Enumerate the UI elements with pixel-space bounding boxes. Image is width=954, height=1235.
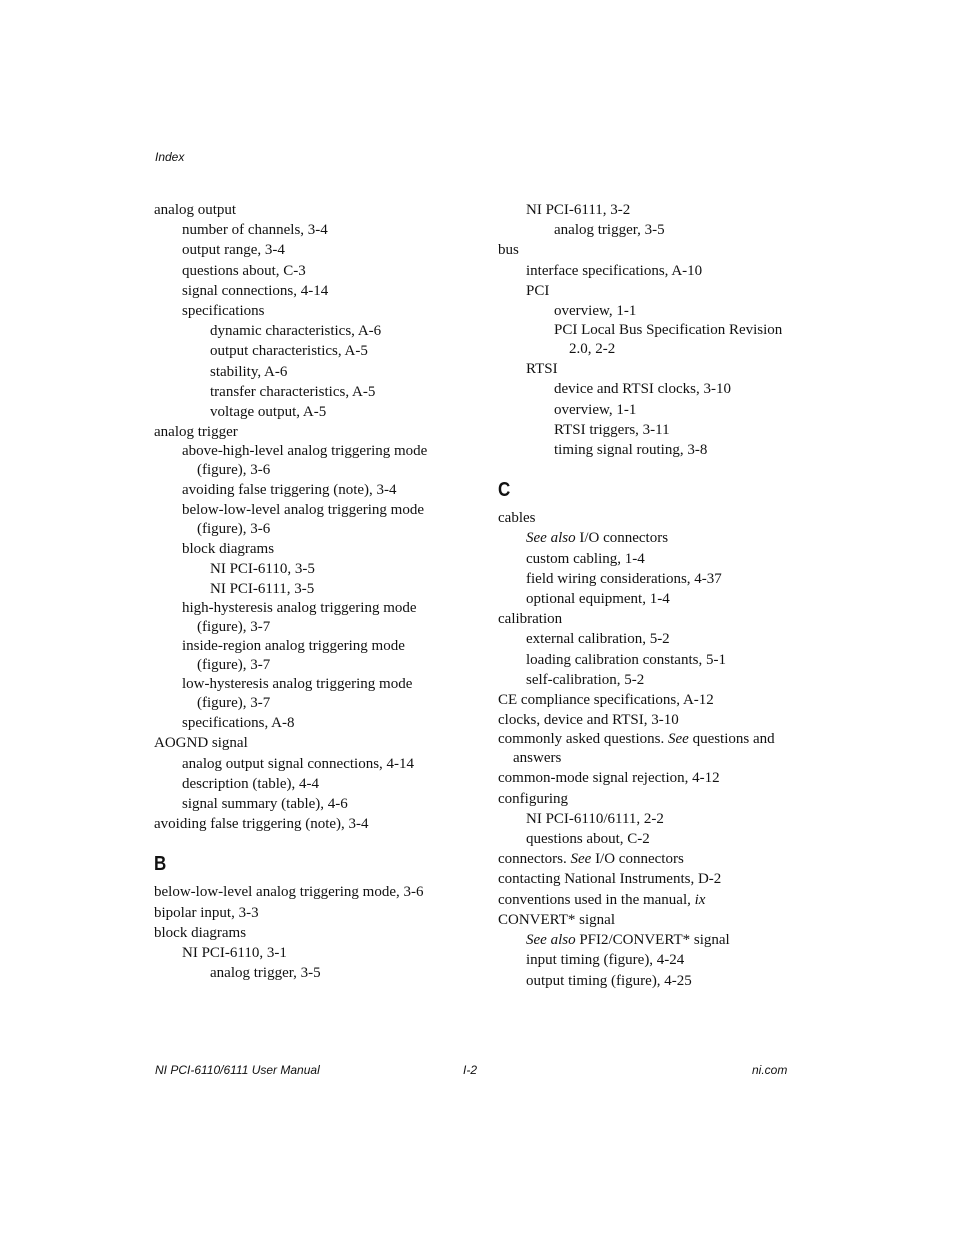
index-entry-level-2 bbox=[154, 220, 454, 240]
index-entry-text: commonly asked questions. bbox=[498, 731, 668, 748]
index-entry-text: output characteristics, A-5 bbox=[210, 343, 368, 360]
index-entry-level-2 bbox=[498, 589, 798, 609]
index-entry-level-1 bbox=[498, 789, 798, 809]
index-entry-level-3 bbox=[498, 301, 798, 321]
index-entry-level-3 bbox=[154, 321, 454, 341]
index-entry-text: optional equipment, 1-4 bbox=[526, 591, 670, 608]
index-entry-level-2 bbox=[154, 281, 454, 301]
index-letter-heading: B bbox=[154, 853, 167, 876]
index-entry-level-3 bbox=[154, 402, 454, 422]
index-entry-level-2 bbox=[498, 829, 798, 849]
index-letter-heading: C bbox=[498, 479, 511, 502]
index-entry-text: output range, 3-4 bbox=[182, 242, 285, 259]
footer-website: ni.com bbox=[752, 1063, 788, 1077]
index-entry-level-2 bbox=[498, 930, 798, 950]
index-cross-reference: See also bbox=[526, 932, 576, 949]
index-entry-text: avoiding false triggering (note), 3-4 bbox=[154, 816, 369, 833]
index-entry-level-2 bbox=[154, 599, 454, 637]
index-entry-text: bus bbox=[498, 242, 519, 259]
index-cross-reference: See bbox=[570, 851, 592, 868]
index-entry-text: AOGND signal bbox=[154, 735, 248, 752]
index-entry-level-3 bbox=[498, 379, 798, 399]
index-entry-text: conventions used in the manual, bbox=[498, 891, 695, 908]
index-entry-text: CONVERT* signal bbox=[498, 911, 616, 928]
index-entry-text: timing signal routing, 3-8 bbox=[554, 442, 708, 459]
index-entry-text: I/O connectors bbox=[591, 851, 684, 868]
index-entry-text: signal connections, 4-14 bbox=[182, 282, 329, 299]
index-entry-text: NI PCI-6110, 3-5 bbox=[210, 560, 315, 577]
index-cross-reference: See also bbox=[526, 530, 576, 547]
index-entry-level-2 bbox=[498, 971, 798, 991]
index-entry-level-2 bbox=[498, 528, 798, 548]
index-entry-text: PCI Local Bus Specification Revision 2.0, 2-2 bbox=[554, 322, 783, 358]
index-entry-text: NI PCI-6111, 3-5 bbox=[210, 581, 315, 598]
index-entry-level-2 bbox=[154, 794, 454, 814]
index-entry-text: overview, 1-1 bbox=[554, 303, 637, 320]
index-entry-level-3 bbox=[154, 341, 454, 361]
running-header: Index bbox=[155, 150, 185, 164]
index-entry-text: interface specifications, A-10 bbox=[526, 262, 703, 279]
index-entry-text: device and RTSI clocks, 3-10 bbox=[554, 381, 731, 398]
index-entry-level-3 bbox=[154, 362, 454, 382]
index-entry-level-1 bbox=[154, 422, 454, 442]
index-entry-text: overview, 1-1 bbox=[554, 401, 637, 418]
index-entry-level-2 bbox=[154, 675, 454, 713]
index-entry-text: specifications bbox=[182, 303, 265, 320]
index-entry-text: above-high-level analog triggering mode (figure), 3-6 bbox=[182, 443, 428, 479]
index-entry-level-1 bbox=[498, 910, 798, 930]
index-entry-level-2 bbox=[154, 301, 454, 321]
index-entry-text: questions about, C-2 bbox=[526, 831, 650, 848]
index-entry-text: PCI bbox=[526, 282, 550, 299]
index-cross-reference: ix bbox=[694, 891, 706, 908]
index-entry-text: RTSI bbox=[526, 361, 558, 378]
index-entry-level-2 bbox=[498, 670, 798, 690]
index-column-left bbox=[154, 200, 454, 983]
index-entry-text: contacting National Instruments, D-2 bbox=[498, 871, 722, 888]
index-entry-level-1 bbox=[154, 882, 454, 902]
index-entry-level-1 bbox=[498, 730, 798, 768]
index-entry-text: NI PCI-6111, 3-2 bbox=[526, 202, 631, 218]
index-entry-text: configuring bbox=[498, 790, 568, 807]
index-entry-text: stability, A-6 bbox=[210, 363, 288, 380]
index-entry-level-3 bbox=[154, 963, 454, 983]
index-entry-text: description (table), 4-4 bbox=[182, 775, 320, 792]
index-entry-level-2 bbox=[498, 650, 798, 670]
index-entry-level-2 bbox=[498, 261, 798, 281]
index-entry-level-3 bbox=[498, 440, 798, 460]
index-entry-text: analog output bbox=[154, 202, 237, 218]
index-entry-text: connectors. bbox=[498, 851, 571, 868]
index-entry-level-2 bbox=[154, 539, 454, 559]
index-entry-text: cables bbox=[498, 510, 536, 527]
index-entry-level-1 bbox=[498, 849, 798, 869]
index-entry-text: number of channels, 3-4 bbox=[182, 222, 328, 239]
index-entry-level-2 bbox=[154, 240, 454, 260]
index-entry-level-2 bbox=[154, 480, 454, 500]
index-entry-text: custom cabling, 1-4 bbox=[526, 550, 645, 567]
index-entry-text: RTSI triggers, 3-11 bbox=[554, 421, 670, 438]
index-entry-level-1 bbox=[154, 923, 454, 943]
index-entry-level-1 bbox=[154, 733, 454, 753]
index-entry-level-2 bbox=[154, 637, 454, 675]
index-entry-level-2 bbox=[154, 943, 454, 963]
index-entry-text: NI PCI-6110/6111, 2-2 bbox=[526, 810, 664, 827]
index-entry-level-2 bbox=[154, 261, 454, 281]
index-entry-level-1 bbox=[498, 890, 798, 910]
index-entry-text: I/O connectors bbox=[575, 530, 669, 547]
index-entry-text: below-low-level analog triggering mode, 3-6 bbox=[154, 884, 424, 901]
index-entry-level-1 bbox=[498, 869, 798, 889]
index-entry-text: input timing (figure), 4-24 bbox=[526, 952, 685, 969]
index-column-right bbox=[498, 200, 798, 991]
index-entry-text: analog trigger, 3-5 bbox=[554, 222, 665, 239]
index-entry-text: clocks, device and RTSI, 3-10 bbox=[498, 712, 679, 729]
index-entry-level-2 bbox=[498, 200, 798, 220]
index-entry-level-2 bbox=[498, 629, 798, 649]
index-entry-text: below-low-level analog triggering mode (figure), 3-6 bbox=[182, 501, 425, 537]
index-entry-level-3 bbox=[498, 420, 798, 440]
index-entry-level-3 bbox=[498, 321, 798, 359]
index-entry-text: voltage output, A-5 bbox=[210, 404, 327, 421]
index-entry-level-1 bbox=[154, 903, 454, 923]
index-entry-level-1 bbox=[498, 690, 798, 710]
index-entry-text: self-calibration, 5-2 bbox=[526, 671, 645, 688]
index-entry-text: low-hysteresis analog triggering mode (figure), 3-7 bbox=[182, 676, 413, 712]
index-entry-text: block diagrams bbox=[154, 924, 247, 941]
index-entry-level-3 bbox=[154, 559, 454, 579]
index-entry-text: questions about, C-3 bbox=[182, 262, 306, 279]
index-entry-level-2 bbox=[498, 549, 798, 569]
index-entry-text: common-mode signal rejection, 4-12 bbox=[498, 770, 720, 787]
index-entry-text: external calibration, 5-2 bbox=[526, 631, 670, 648]
index-entry-text: questions and answers bbox=[513, 731, 775, 767]
index-entry-level-2 bbox=[154, 754, 454, 774]
index-entry-level-2 bbox=[498, 809, 798, 829]
index-entry-text: dynamic characteristics, A-6 bbox=[210, 323, 382, 340]
index-entry-level-3 bbox=[498, 220, 798, 240]
index-entry-level-1 bbox=[498, 710, 798, 730]
index-entry-level-2 bbox=[154, 774, 454, 794]
index-entry-level-2 bbox=[498, 281, 798, 301]
index-entry-level-2 bbox=[154, 442, 454, 480]
index-entry-text: specifications, A-8 bbox=[182, 715, 295, 732]
index-entry-text: analog output signal connections, 4-14 bbox=[182, 755, 415, 772]
index-entry-text: loading calibration constants, 5-1 bbox=[526, 651, 726, 668]
index-entry-text: avoiding false triggering (note), 3-4 bbox=[182, 482, 397, 499]
index-entry-text: transfer characteristics, A-5 bbox=[210, 383, 376, 400]
index-entry-text: NI PCI-6110, 3-1 bbox=[182, 945, 287, 962]
index-entry-level-1 bbox=[154, 200, 454, 220]
index-entry-text: analog trigger bbox=[154, 424, 238, 441]
index-entry-level-2 bbox=[498, 359, 798, 379]
index-entry-text: bipolar input, 3-3 bbox=[154, 904, 259, 921]
index-entry-level-1 bbox=[154, 814, 454, 834]
index-entry-text: CE compliance specifications, A-12 bbox=[498, 692, 714, 709]
footer-page-number: I-2 bbox=[463, 1063, 478, 1077]
index-entry-level-1 bbox=[498, 508, 798, 528]
index-entry-text: calibration bbox=[498, 611, 563, 628]
index-entry-text: inside-region analog triggering mode (figure), 3-7 bbox=[182, 638, 405, 674]
index-entry-level-3 bbox=[154, 579, 454, 599]
index-entry-text: PFI2/CONVERT* signal bbox=[575, 932, 730, 949]
index-entry-text: signal summary (table), 4-6 bbox=[182, 796, 348, 813]
index-cross-reference: See bbox=[667, 731, 689, 748]
index-entry-level-2 bbox=[498, 569, 798, 589]
index-entry-level-3 bbox=[498, 400, 798, 420]
index-entry-level-2 bbox=[154, 713, 454, 733]
index-entry-level-1 bbox=[498, 240, 798, 260]
footer-manual-title: NI PCI-6110/6111 User Manual bbox=[155, 1063, 320, 1077]
index-entry-level-2 bbox=[498, 950, 798, 970]
index-entry-level-1 bbox=[498, 609, 798, 629]
index-entry-text: block diagrams bbox=[182, 540, 275, 557]
index-entry-text: analog trigger, 3-5 bbox=[210, 965, 321, 982]
index-entry-text: high-hysteresis analog triggering mode (figure), 3-7 bbox=[182, 600, 417, 636]
index-entry-text: field wiring considerations, 4-37 bbox=[526, 570, 722, 587]
index-entry-text: output timing (figure), 4-25 bbox=[526, 972, 692, 989]
index-entry-level-1 bbox=[498, 768, 798, 788]
index-entry-level-2 bbox=[154, 501, 454, 539]
index-entry-level-3 bbox=[154, 382, 454, 402]
